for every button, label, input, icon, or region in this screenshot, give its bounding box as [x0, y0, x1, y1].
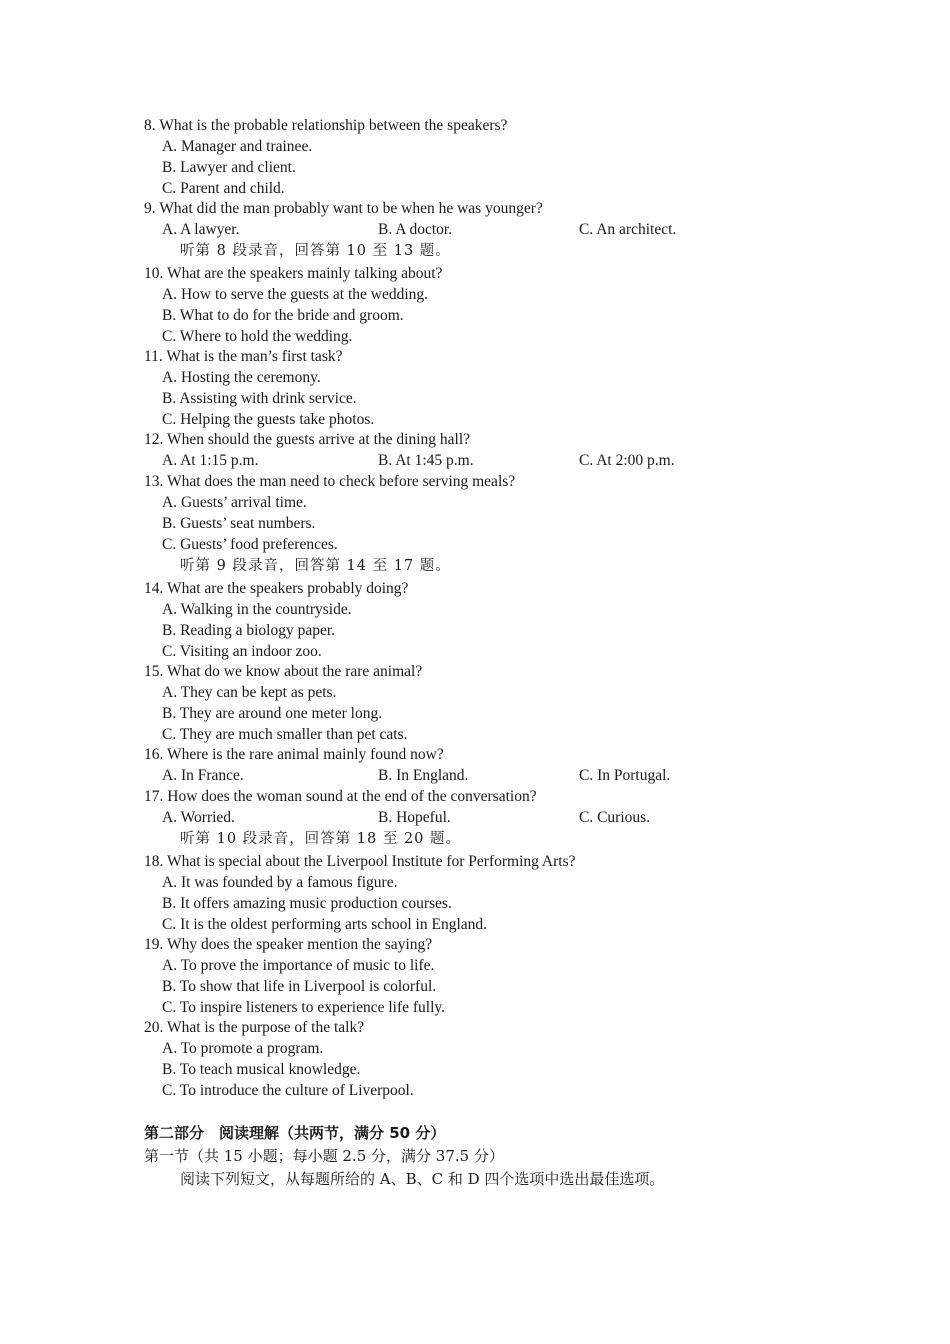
- question-17: 17. How does the woman sound at the end of the conversation?: [144, 788, 537, 805]
- q19-option-c: C. To inspire listeners to experience life fully.: [162, 999, 446, 1016]
- q8-option-b: B. Lawyer and client.: [162, 159, 296, 176]
- question-8: 8. What is the probable relationship between the speakers?: [144, 117, 508, 134]
- q12-option-a: A. At 1:15 p.m.: [162, 452, 259, 469]
- q8-option-c: C. Parent and child.: [162, 180, 285, 197]
- segment-8-note: 听第 8 段录音，回答第 10 至 13 题。: [180, 243, 451, 259]
- question-20: 20. What is the purpose of the talk?: [144, 1019, 365, 1036]
- segment-10-note: 听第 10 段录音，回答第 18 至 20 题。: [180, 831, 462, 847]
- q9-option-b: B. A doctor.: [378, 221, 453, 238]
- question-12: 12. When should the guests arrive at the dining hall?: [144, 431, 471, 448]
- q15-option-b: B. They are around one meter long.: [162, 705, 383, 722]
- q16-option-b: B. In England.: [378, 767, 469, 784]
- q17-option-c: C. Curious.: [579, 809, 651, 826]
- q14-option-b: B. Reading a biology paper.: [162, 622, 336, 639]
- q15-option-a: A. They can be kept as pets.: [162, 684, 337, 701]
- question-10: 10. What are the speakers mainly talking about?: [144, 265, 443, 282]
- section-1-heading: 第一节（共 15 小题；每小题 2.5 分，满分 37.5 分）: [144, 1147, 504, 1165]
- q17-option-b: B. Hopeful.: [378, 809, 451, 826]
- q13-option-c: C. Guests’ food preferences.: [162, 536, 338, 553]
- q11-option-c: C. Helping the guests take photos.: [162, 411, 375, 428]
- q11-option-b: B. Assisting with drink service.: [162, 390, 357, 407]
- q9-option-c: C. An architect.: [579, 221, 677, 238]
- part-2-title: 第二部分 阅读理解（共两节，满分 50 分）: [144, 1124, 446, 1142]
- reading-instruction: 阅读下列短文，从每题所给的 A、B、C 和 D 四个选项中选出最佳选项。: [180, 1170, 665, 1188]
- q8-option-a: A. Manager and trainee.: [162, 138, 313, 155]
- q10-option-b: B. What to do for the bride and groom.: [162, 307, 404, 324]
- q14-option-c: C. Visiting an indoor zoo.: [162, 643, 322, 660]
- question-9: 9. What did the man probably want to be when he was younger?: [144, 200, 543, 217]
- q13-option-b: B. Guests’ seat numbers.: [162, 515, 316, 532]
- q17-option-a: A. Worried.: [162, 809, 235, 826]
- q10-option-c: C. Where to hold the wedding.: [162, 328, 353, 345]
- q20-option-b: B. To teach musical knowledge.: [162, 1061, 361, 1078]
- q16-option-a: A. In France.: [162, 767, 244, 784]
- q18-option-b: B. It offers amazing music production courses.: [162, 895, 452, 912]
- q19-option-a: A. To prove the importance of music to life.: [162, 957, 435, 974]
- question-14: 14. What are the speakers probably doing?: [144, 580, 409, 597]
- q11-option-a: A. Hosting the ceremony.: [162, 369, 321, 386]
- q15-option-c: C. They are much smaller than pet cats.: [162, 726, 408, 743]
- q20-option-a: A. To promote a program.: [162, 1040, 324, 1057]
- question-19: 19. Why does the speaker mention the saying?: [144, 936, 433, 953]
- question-18: 18. What is special about the Liverpool Institute for Performing Arts?: [144, 853, 576, 870]
- q13-option-a: A. Guests’ arrival time.: [162, 494, 307, 511]
- q12-option-b: B. At 1:45 p.m.: [378, 452, 474, 469]
- question-16: 16. Where is the rare animal mainly found now?: [144, 746, 444, 763]
- question-13: 13. What does the man need to check before serving meals?: [144, 473, 516, 490]
- q20-option-c: C. To introduce the culture of Liverpool.: [162, 1082, 414, 1099]
- segment-9-note: 听第 9 段录音，回答第 14 至 17 题。: [180, 558, 451, 574]
- q18-option-c: C. It is the oldest performing arts school in England.: [162, 916, 488, 933]
- question-11: 11. What is the man’s first task?: [144, 348, 343, 365]
- q10-option-a: A. How to serve the guests at the wedding.: [162, 286, 429, 303]
- q19-option-b: B. To show that life in Liverpool is colorful.: [162, 978, 437, 995]
- q12-option-c: C. At 2:00 p.m.: [579, 452, 675, 469]
- q18-option-a: A. It was founded by a famous figure.: [162, 874, 398, 891]
- q16-option-c: C. In Portugal.: [579, 767, 671, 784]
- question-15: 15. What do we know about the rare animal?: [144, 663, 423, 680]
- q9-option-a: A. A lawyer.: [162, 221, 240, 238]
- q14-option-a: A. Walking in the countryside.: [162, 601, 352, 618]
